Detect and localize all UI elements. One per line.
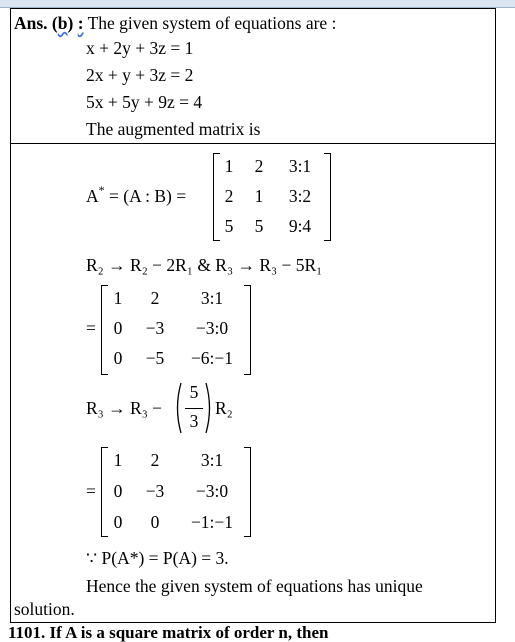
matrix1-cell: 3:1 — [288, 156, 312, 176]
matrix3-cell: 0 — [150, 512, 160, 532]
box-divider — [10, 143, 496, 144]
row-operation-2-left: R₃ → R₃ − — [86, 398, 163, 418]
matrix1-cell: 2 — [254, 156, 264, 176]
matrix2-cell: −5 — [145, 348, 165, 368]
matrix1-cell: 5 — [224, 216, 234, 236]
fraction-bar — [185, 408, 203, 409]
matrix3-cell: 0 — [113, 512, 123, 532]
matrix1-right-bracket — [324, 153, 331, 241]
fraction-numerator: 5 — [189, 382, 199, 402]
equals-sign-2: = — [86, 318, 96, 338]
matrix3-right-bracket — [244, 447, 251, 537]
equals-sign-3: = — [86, 481, 96, 501]
matrix3-cell: −3:0 — [195, 481, 229, 501]
astar-lhs: = (A : B) = — [109, 186, 187, 206]
matrix1-cell: 1 — [254, 186, 264, 206]
matrix3-cell: 2 — [150, 450, 160, 470]
answer-header — [14, 15, 336, 33]
intro-text: The given system of equations are : — [87, 13, 337, 33]
matrix1-left-bracket — [213, 153, 220, 241]
matrix1-cell: 1 — [224, 156, 234, 176]
row-operation-1: R₂ → R₂ − 2R₁ & R₃ → R₃ − 5R₁ — [86, 255, 323, 275]
matrix2-cell: −3 — [145, 318, 165, 338]
equation-1: x + 2y + 3z = 1 — [86, 38, 194, 58]
answer-box — [10, 8, 496, 623]
matrix2-cell: 3:1 — [200, 288, 224, 308]
conclusion-line-1: Hence the given system of equations has unique — [86, 576, 423, 596]
matrix3-cell: −1:−1 — [190, 512, 234, 532]
matrix2-cell: −3:0 — [195, 318, 229, 338]
matrix2-cell: 1 — [113, 288, 123, 308]
matrix1-cell: 2 — [224, 186, 234, 206]
fraction-left-paren — [173, 381, 183, 435]
matrix3-left-bracket — [101, 447, 108, 537]
matrix2-cell: 0 — [113, 348, 123, 368]
fraction-right-paren — [204, 381, 214, 435]
augmented-intro: The augmented matrix is — [86, 119, 261, 139]
matrix3-cell: −3 — [145, 481, 165, 501]
matrix2-right-bracket — [244, 285, 251, 375]
matrix3-cell: 1 — [113, 450, 123, 470]
matrix1-cell: 9:4 — [288, 216, 312, 236]
matrix2-cell: 2 — [150, 288, 160, 308]
row-operation-2-right: R₂ — [215, 398, 233, 418]
matrix2-cell: 0 — [113, 318, 123, 338]
equation-2: 2x + y + 3z = 2 — [86, 65, 194, 85]
matrix2-left-bracket — [101, 285, 108, 375]
matrix2-cell: −6:−1 — [190, 348, 234, 368]
conclusion-line-2: solution. — [14, 599, 75, 619]
astar-sup: * — [98, 183, 105, 197]
matrix1-cell: 3:2 — [288, 186, 312, 206]
astar-base: A — [86, 186, 99, 206]
fraction-denominator: 3 — [189, 411, 199, 431]
equation-3: 5x + 5y + 9z = 4 — [86, 92, 203, 112]
matrix3-cell: 3:1 — [200, 450, 224, 470]
next-question-cut: 1101. If A is a square matrix of order n, then — [8, 623, 329, 642]
matrix1-cell: 5 — [254, 216, 264, 236]
astar-label — [86, 184, 186, 206]
matrix3-cell: 0 — [113, 481, 123, 501]
answer-label: Ans. (b) : — [14, 13, 84, 33]
rank-statement: ∵ P(A*) = P(A) = 3. — [86, 548, 229, 568]
